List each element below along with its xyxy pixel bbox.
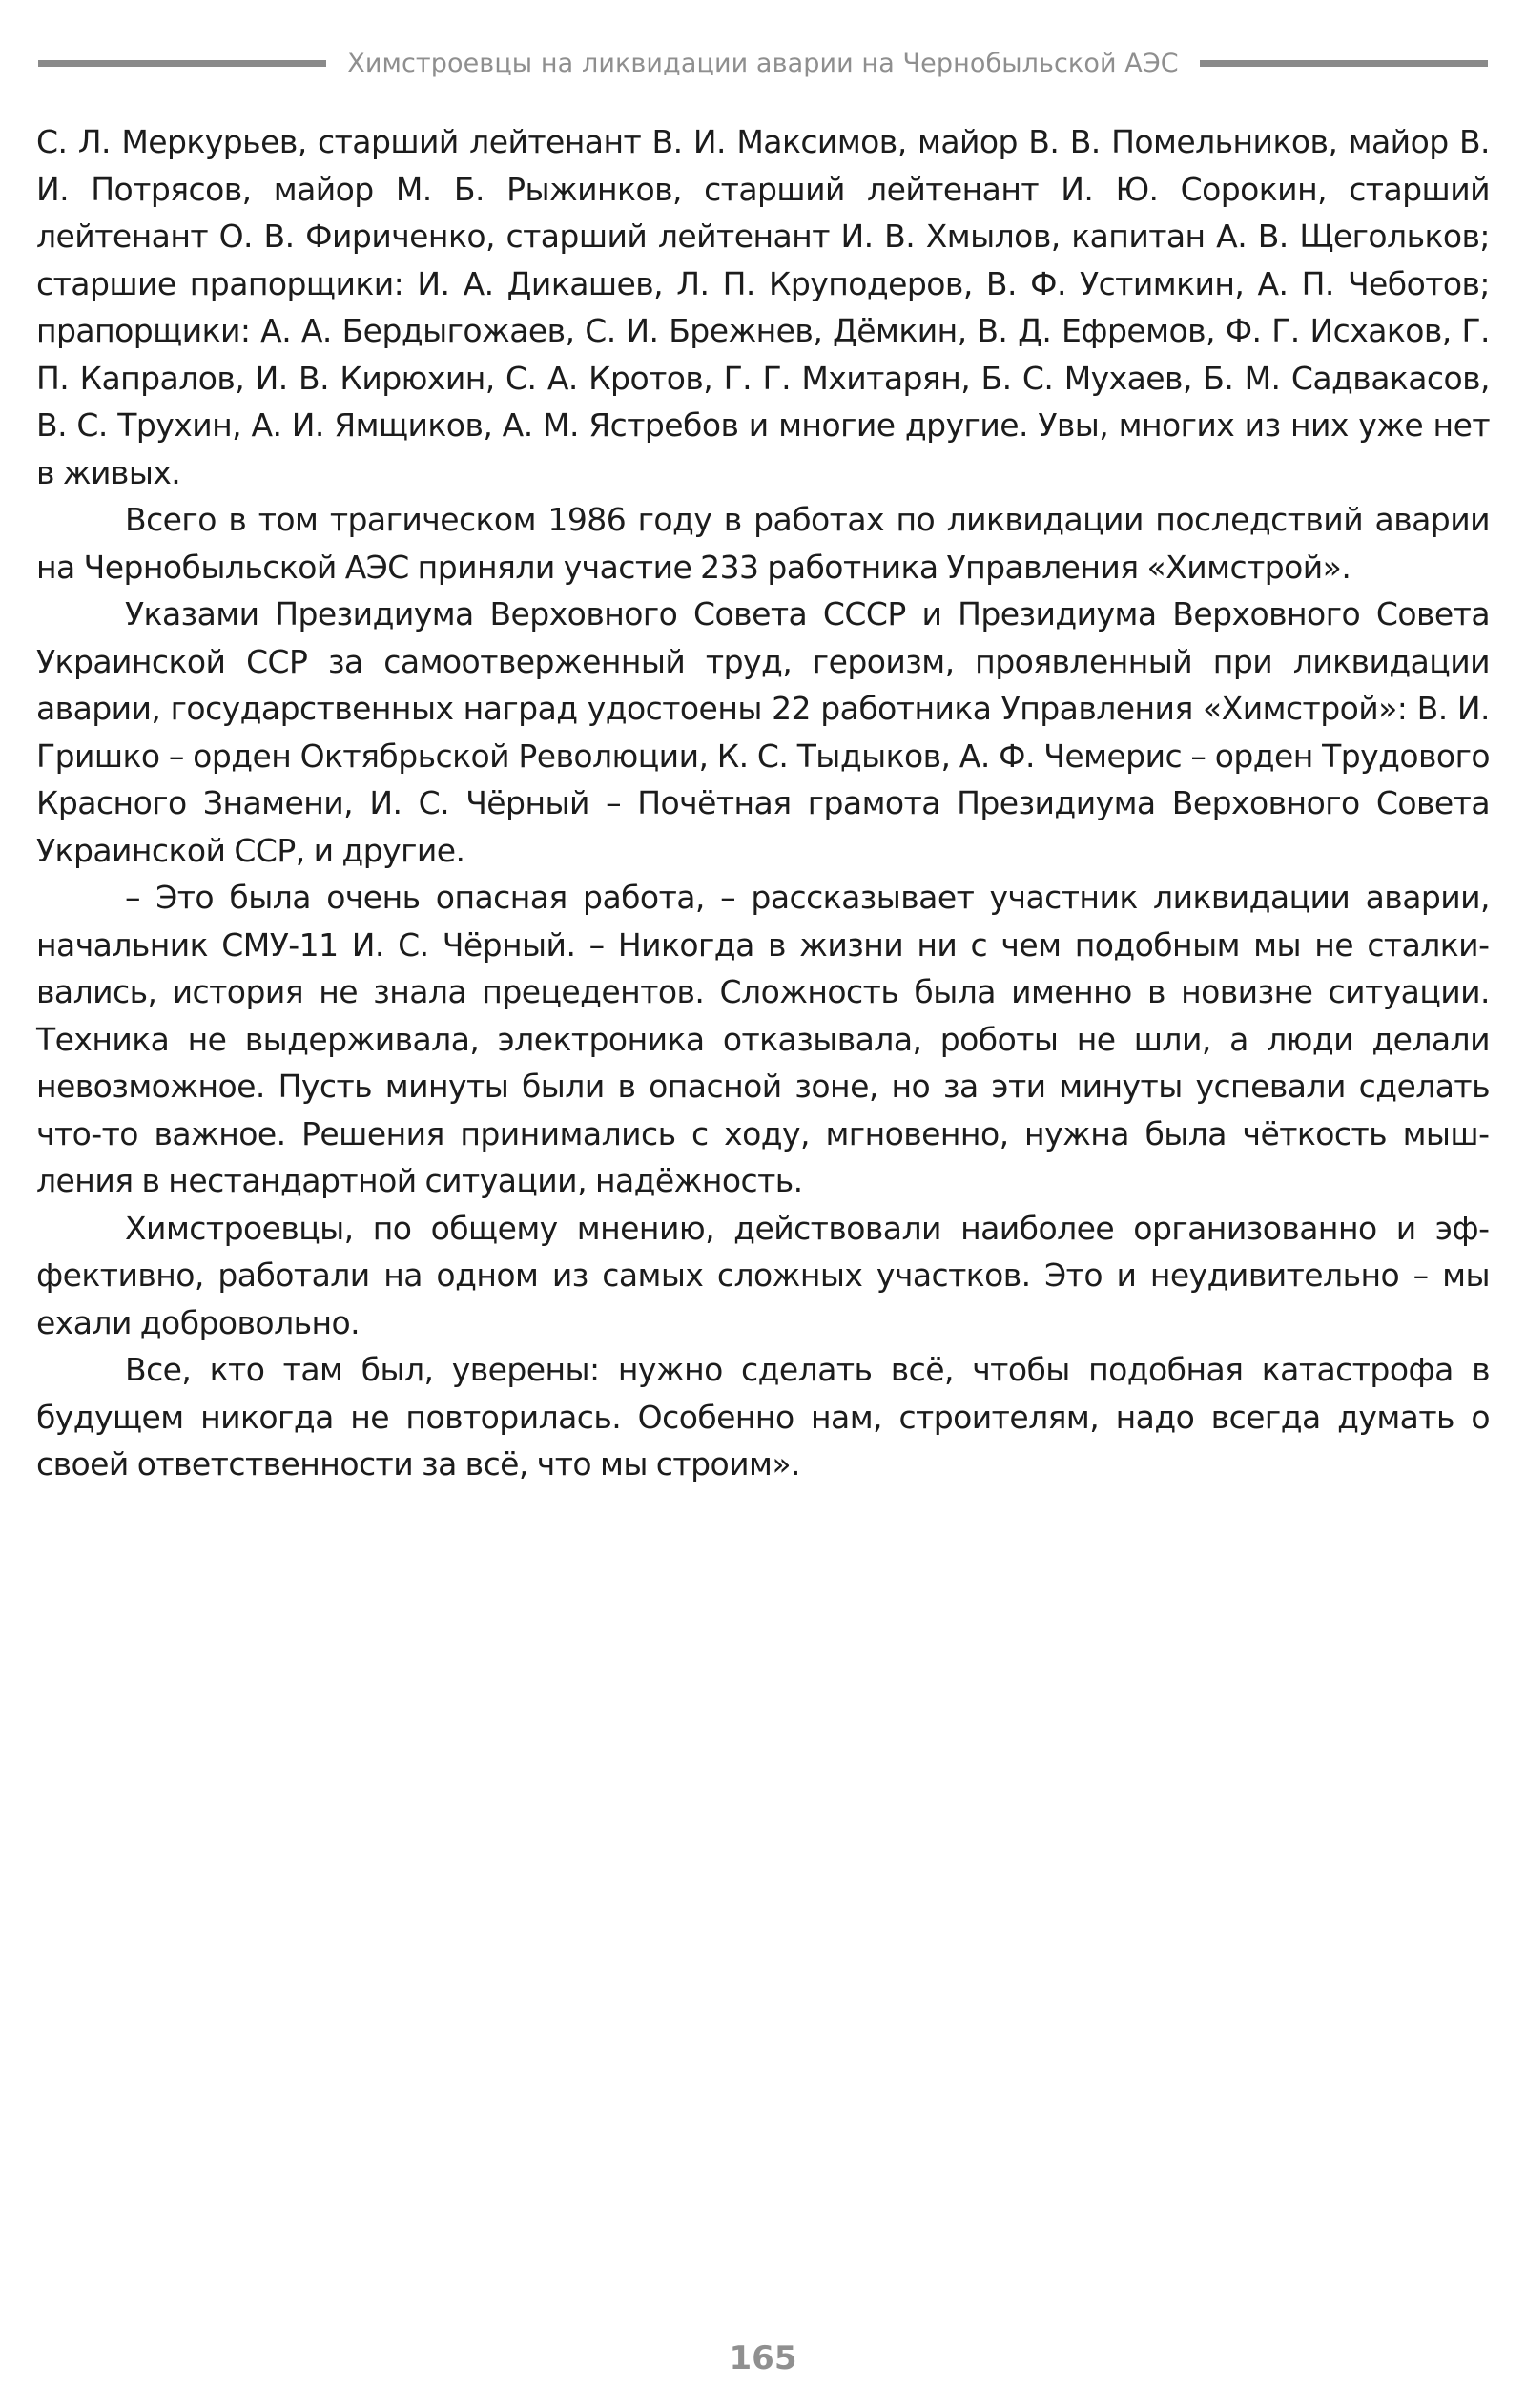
page-number: 165 [729, 2339, 797, 2377]
paragraph-closing: Все, кто там был, уверены: нужно сделать всё, чтобы подобная катастрофа в будущем никогда не повторилась. Особенно нам, строителям, надо всегда думать о своей ответственности за всё, что мы строим». [36, 1351, 1490, 1483]
paragraph-state-awards: Указами Президиума Верховного Совета СССР и Президиума Верховного Совета Украинской ССР за самоотверженный труд, героизм, проявленный при ликвидации аварии, государственных наград удостоены 22 работника Управления «Химстрой»: В. И. Гришко – орден Октябрьской Революции, К. С. Тыдыков, А. Ф. Чемерис – орден Трудового Красного Знамени, И. С. Чёрный – Почётная грамота Президиума Верховного Совета Украинской ССР, и другие. [36, 595, 1490, 869]
paragraph-quote-chernyi: – Это была очень опасная работа, – рассказывает участник ликвидации аварии, начальник СМУ-11 И. С. Чёрный. – Никогда в жизни ни с чем подобным мы не сталкивались, история не знала прецедентов. Сложность была именно в новизне ситуации. Техника не выдерживала, электроника отказывала, роботы не шли, а люди делали невозможное. Пусть минуты были в опасной зоне, но за эти минуты успевали сделать что-то важное. Решения принимались с ходу, мгновенно, нужна была чёткость мышления в нестандартной ситуации, надёжность. [36, 879, 1490, 1199]
body-text [36, 118, 1490, 1488]
paragraph-name-list: С. Л. Меркурьев, старший лейтенант В. И. Максимов, майор В. В. Помельников, майор В. И. Потрясов, майор М. Б. Рыжинков, старший лейтенант И. Ю. Сорокин, старший лейтенант О. В. Фириченко, старший лейтенант И. В. Хмылов, капитан А. В. Щегольков; старшие прапорщики: И. А. Дикашев, Л. П. Круподеров, В. Ф. Устимкин, А. П. Чеботов; прапорщики: А. А. Бердыгожаев, С. И. Брежнев, Дёмкин, В. Д. Ефремов, Ф. Г. Исхаков, Г. П. Капралов, И. В. Кирюхин, С. А. Кротов, Г. Г. Мхитарян, Б. С. Мухаев, Б. М. Садвакасов, В. С. Трухин, А. И. Ямщиков, А. М. Ястребов и многие другие. Увы, многих из них уже нет в живых. [36, 123, 1490, 491]
running-header [38, 38, 1488, 88]
running-header-title: Химстроевцы на ликвидации аварии на Чернобыльской АЭС [347, 48, 1179, 78]
header-rule-right [1200, 60, 1488, 67]
paragraph-volunteers: Химстроевцы, по общему мнению, действовали наиболее организованно и эффективно, работали на одном из самых сложных участков. Это и неудивительно – мы ехали добровольно. [36, 1209, 1490, 1341]
header-rule-left [38, 60, 326, 67]
paragraph-participants-total: Всего в том трагическом 1986 году в работах по ликвидации последствий аварии на Чернобыльской АЭС приняли участие 233 работника Управления «Химстрой». [36, 501, 1490, 586]
